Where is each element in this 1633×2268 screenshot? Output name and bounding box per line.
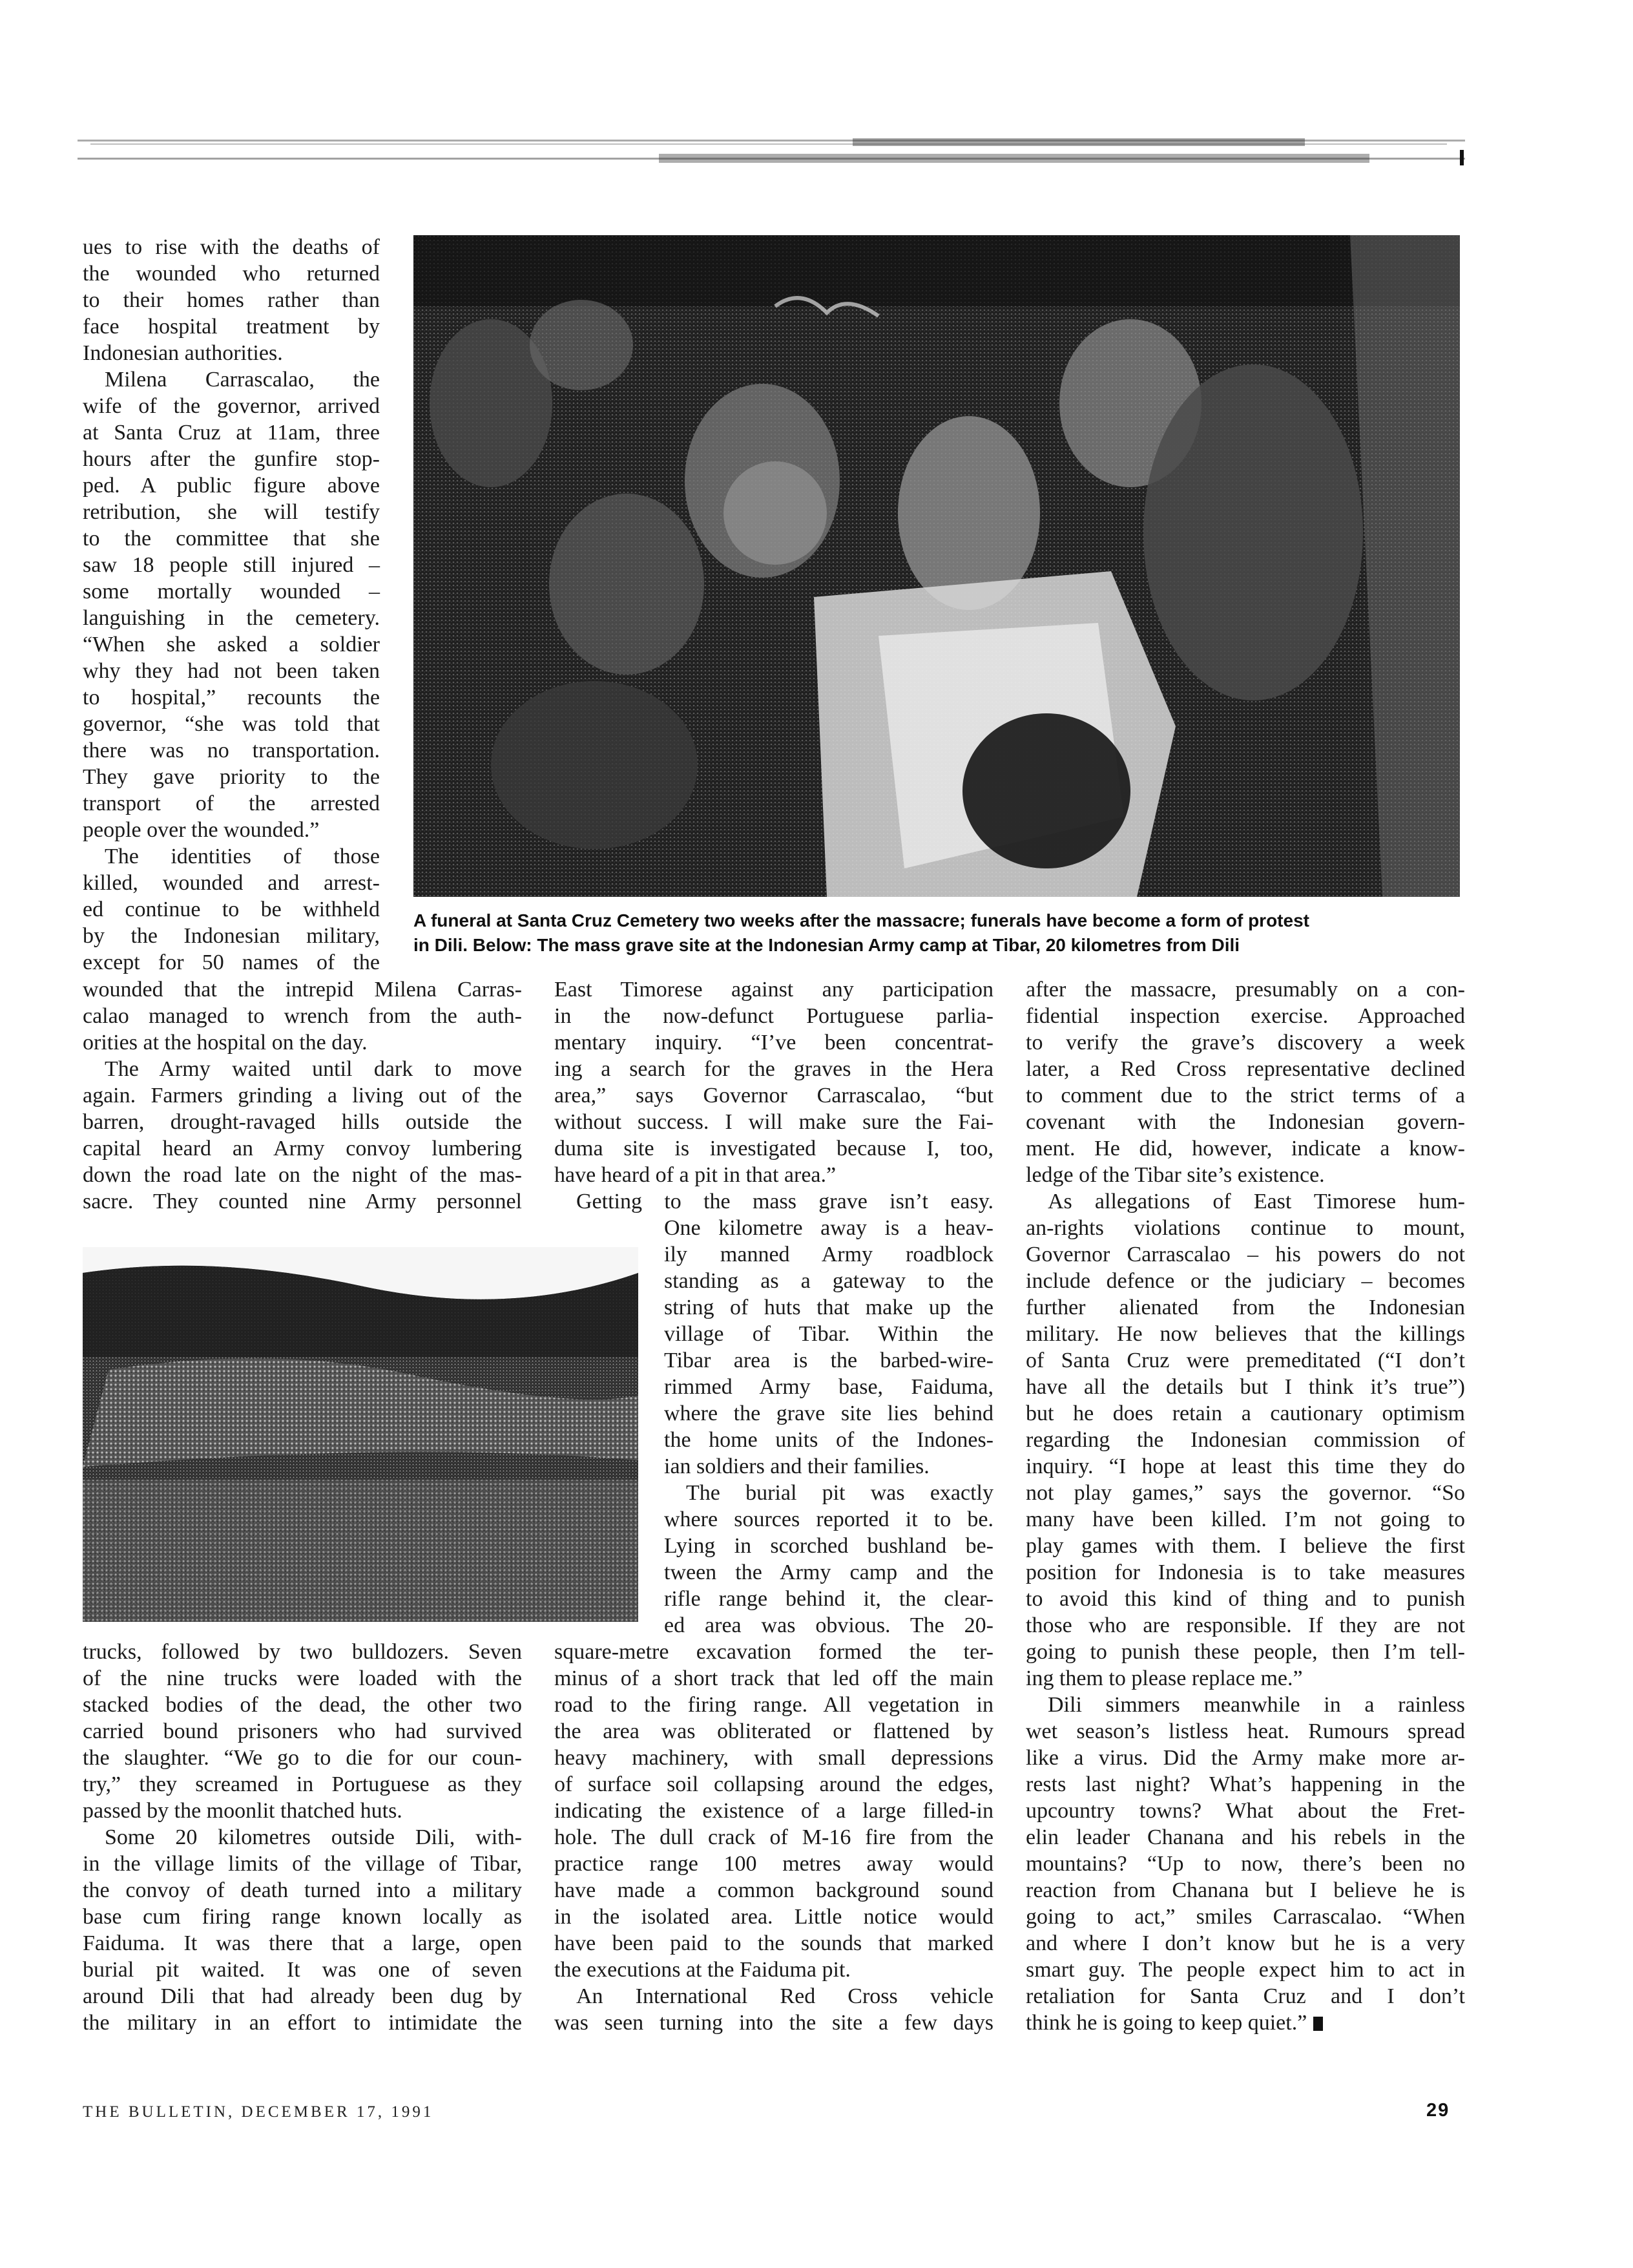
text-line: not play games,” says the governor. “So (1026, 1481, 1465, 1505)
text-line: ing a search for the graves in the Hera (554, 1057, 993, 1081)
text-line: military. He now believes that the killings (1026, 1322, 1465, 1346)
text-line: saw 18 people still injured – (83, 553, 380, 577)
text-line: going to act,” smiles Carrascalao. “When (1026, 1905, 1465, 1929)
text-line: many have been killed. I’m not going to (1026, 1507, 1465, 1531)
text-line: further alienated from the Indonesian (1026, 1296, 1465, 1319)
caption-line: in Dili. Below: The mass grave site at the Indonesian Army camp at Tibar, 20 kilometres from Dili (413, 935, 1240, 955)
text-line: again. Farmers grinding a living out of the (83, 1084, 522, 1108)
text-line: why they had not been taken (83, 659, 380, 683)
text-line: but he does retain a cautionary optimism (1026, 1402, 1465, 1425)
text-line: square-metre excavation formed the ter- (554, 1640, 993, 1664)
text-line: where the grave site lies behind (664, 1402, 993, 1425)
text-line: in the now-defunct Portuguese parlia- (554, 1004, 993, 1028)
text-line: Faiduma. It was there that a large, open (83, 1931, 522, 1955)
column-2-narrow (664, 1215, 993, 1639)
text-line: in the village limits of the village of Tibar, (83, 1852, 522, 1876)
text-line: was seen turning into the site a few days (554, 2011, 993, 2035)
text-line: Governor Carrascalao – his powers do not (1026, 1243, 1465, 1266)
text-line: An International Red Cross vehicle (576, 1984, 993, 2008)
text-line: burial pit waited. It was one of seven (83, 1958, 522, 1982)
text-line: the wounded who returned (83, 262, 380, 286)
text-line: East Timorese against any participation (554, 978, 993, 1002)
text-line: ed area was obvious. The 20- (664, 1613, 993, 1637)
text-line: languishing in the cemetery. (83, 606, 380, 630)
text-line: in the isolated area. Little notice would (554, 1905, 993, 1929)
text-line: indicating the existence of a large filled-in (554, 1799, 993, 1823)
publication-footer: THE BULLETIN, DECEMBER 17, 1991 (83, 2103, 434, 2121)
text-line: hours after the gunfire stop- (83, 447, 380, 471)
text-line: Getting to the mass grave isn’t easy. (576, 1190, 993, 1213)
text-line: later, a Red Cross representative declined (1026, 1057, 1465, 1081)
text-line: hole. The dull crack of M-16 fire from the (554, 1825, 993, 1849)
text-line: barren, drought-ravaged hills outside the (83, 1110, 522, 1134)
text-line: except for 50 names of the (83, 950, 380, 974)
text-line: try,” they screamed in Portuguese as they (83, 1772, 522, 1796)
text-line: face hospital treatment by (83, 315, 380, 339)
text-line: killed, wounded and arrest- (83, 871, 380, 895)
text-line: standing as a gateway to the (664, 1269, 993, 1293)
text-line: to comment due to the strict terms of a (1026, 1084, 1465, 1108)
text-line: road to the firing range. All vegetation in (554, 1693, 993, 1717)
text-line: upcountry towns? What about the Fret- (1026, 1799, 1465, 1823)
text-line: calao managed to wrench from the auth- (83, 1004, 522, 1028)
end-of-article-mark (1313, 2017, 1323, 2031)
text-line: and where I don’t know but he is a very (1026, 1931, 1465, 1955)
caption-line: A funeral at Santa Cruz Cemetery two weeks after the massacre; funerals have become a form of protest (413, 910, 1309, 930)
text-line: play games with them. I believe the first (1026, 1534, 1465, 1558)
text-line: stacked bodies of the dead, the other two (83, 1693, 522, 1717)
text-line: Tibar area is the barbed-wire- (664, 1349, 993, 1372)
text-line: down the road late on the night of the mas- (83, 1163, 522, 1187)
text-line: They gave priority to the (83, 765, 380, 789)
text-line: wife of the governor, arrived (83, 394, 380, 418)
text-line: ues to rise with the deaths of (83, 235, 380, 259)
text-line: ped. A public figure above (83, 474, 380, 498)
text-line: Milena Carrascalao, the (105, 368, 380, 392)
text-line: “When she asked a soldier (83, 633, 380, 656)
text-line (1026, 2010, 1465, 2036)
text-line: people over the wounded.” (83, 818, 320, 842)
text-line: of Santa Cruz were premeditated (“I don’t (1026, 1349, 1465, 1372)
funeral-photo (413, 235, 1460, 897)
text-line: have all the details but I think it’s true”) (1026, 1375, 1465, 1399)
text-line: position for Indonesia is to take measures (1026, 1560, 1465, 1584)
text-line: Indonesian authorities. (83, 341, 283, 365)
text-line: some mortally wounded – (83, 580, 380, 604)
text-line: area,” says Governor Carrascalao, “but (554, 1084, 993, 1108)
text-line: retaliation for Santa Cruz and I don’t (1026, 1984, 1465, 2008)
text-line: Dili simmers meanwhile in a rainless (1048, 1693, 1465, 1717)
text-line: carried bound prisoners who had survived (83, 1719, 522, 1743)
text-line: an-rights violations continue to mount, (1026, 1216, 1465, 1240)
text-line: those who are responsible. If they are not (1026, 1613, 1465, 1637)
text-line: Some 20 kilometres outside Dili, with- (105, 1825, 522, 1849)
text-line: ment. He did, however, indicate a know- (1026, 1137, 1465, 1160)
text-line: to verify the grave’s discovery a week (1026, 1031, 1465, 1055)
text-line: without success. I will make sure the Fai- (554, 1110, 993, 1134)
text-line: practice range 100 metres away would (554, 1852, 993, 1876)
text-line: string of huts that make up the (664, 1296, 993, 1319)
column-1-bottom (83, 1639, 522, 2036)
text-line-content: think he is going to keep quiet.” (1026, 2011, 1307, 2035)
text-line: mentary inquiry. “I’ve been concentrat- (554, 1031, 993, 1055)
text-line: the military in an effort to intimidate the (83, 2011, 522, 2035)
text-line: capital heard an Army convoy lumbering (83, 1137, 522, 1160)
text-line: mountains? “Up to now, there’s been no (1026, 1852, 1465, 1876)
text-line: after the massacre, presumably on a con- (1026, 978, 1465, 1002)
text-line: fidential inspection exercise. Approached (1026, 1004, 1465, 1028)
text-line: ing them to please replace me.” (1026, 1666, 1303, 1690)
text-line: covenant with the Indonesian govern- (1026, 1110, 1465, 1134)
text-line: wounded that the intrepid Milena Carras- (83, 978, 522, 1002)
text-line: ledge of the Tibar site’s existence. (1026, 1163, 1325, 1187)
text-line: tween the Army camp and the (664, 1560, 993, 1584)
text-line: ily manned Army roadblock (664, 1243, 993, 1266)
text-line: wet season’s listless heat. Rumours spread (1026, 1719, 1465, 1743)
text-line: minus of a short track that led off the main (554, 1666, 993, 1690)
text-line: the convoy of death turned into a military (83, 1878, 522, 1902)
text-line: to their homes rather than (83, 288, 380, 312)
text-line: like a virus. Did the Army make more ar- (1026, 1746, 1465, 1770)
text-line: trucks, followed by two bulldozers. Seven (83, 1640, 522, 1664)
text-line: The Army waited until dark to move (105, 1057, 522, 1081)
text-line: have heard of a pit in that area.” (554, 1163, 837, 1187)
text-line: sacre. They counted nine Army personnel (83, 1190, 522, 1213)
column-2-top (554, 976, 993, 1215)
column-3 (1026, 976, 1465, 2036)
text-line: smart guy. The people expect him to act in (1026, 1958, 1465, 1982)
text-line: elin leader Chanana and his rebels in the (1026, 1825, 1465, 1849)
text-line: base cum firing range known locally as (83, 1905, 522, 1929)
text-line: regarding the Indonesian commission of (1026, 1428, 1465, 1452)
text-line: to avoid this kind of thing and to punish (1026, 1587, 1465, 1611)
grave-site-photo (83, 1247, 638, 1622)
text-line: ian soldiers and their families. (664, 1454, 930, 1478)
text-line: have been paid to the sounds that marked (554, 1931, 993, 1955)
text-line: rests last night? What’s happening in the (1026, 1772, 1465, 1796)
text-line: there was no transportation. (83, 739, 380, 762)
text-line: include defence or the judiciary – becomes (1026, 1269, 1465, 1293)
text-line: to hospital,” recounts the (83, 686, 380, 709)
text-line: of the nine trucks were loaded with the (83, 1666, 522, 1690)
text-line: ed continue to be withheld (83, 898, 380, 921)
text-line: around Dili that had already been dug by (83, 1984, 522, 2008)
photo-caption (413, 908, 1473, 958)
text-line: duma site is investigated because I, too, (554, 1137, 993, 1160)
text-line: The burial pit was exactly (686, 1481, 993, 1505)
page-number: 29 (1426, 2100, 1450, 2121)
text-line: have made a common background sound (554, 1878, 993, 1902)
text-line: the executions at the Faiduma pit. (554, 1958, 851, 1982)
text-line: governor, “she was told that (83, 712, 380, 736)
text-line: the slaughter. “We go to die for our coun- (83, 1746, 522, 1770)
text-line: rimmed Army base, Faiduma, (664, 1375, 993, 1399)
text-line: heavy machinery, with small depressions (554, 1746, 993, 1770)
text-line: As allegations of East Timorese hum- (1048, 1190, 1465, 1213)
text-line: where sources reported it to be. (664, 1507, 993, 1531)
text-line: retribution, she will testify (83, 500, 380, 524)
text-line: the area was obliterated or flattened by (554, 1719, 993, 1743)
text-line: at Santa Cruz at 11am, three (83, 421, 380, 445)
text-line: reaction from Chanana but I believe he is (1026, 1878, 1465, 1902)
text-line: transport of the arrested (83, 792, 380, 815)
text-line: rifle range behind it, the clear- (664, 1587, 993, 1611)
column-1-middle (83, 976, 522, 1215)
text-line: inquiry. “I hope at least this time they do (1026, 1454, 1465, 1478)
text-line: One kilometre away is a heav- (664, 1216, 993, 1240)
text-line: The identities of those (105, 845, 380, 868)
text-line: of surface soil collapsing around the edges, (554, 1772, 993, 1796)
column-2-bottom (554, 1639, 993, 2036)
text-line: the home units of the Indones- (664, 1428, 993, 1452)
text-line: orities at the hospital on the day. (83, 1031, 368, 1055)
text-line: Lying in scorched bushland be- (664, 1534, 993, 1558)
top-rule (78, 137, 1465, 168)
text-line: village of Tibar. Within the (664, 1322, 993, 1346)
text-line: by the Indonesian military, (83, 924, 380, 948)
column-1-top (83, 234, 380, 976)
text-line: going to punish these people, then I’m tell- (1026, 1640, 1465, 1664)
text-line: passed by the moonlit thatched huts. (83, 1799, 402, 1823)
text-line: to the committee that she (83, 527, 380, 551)
